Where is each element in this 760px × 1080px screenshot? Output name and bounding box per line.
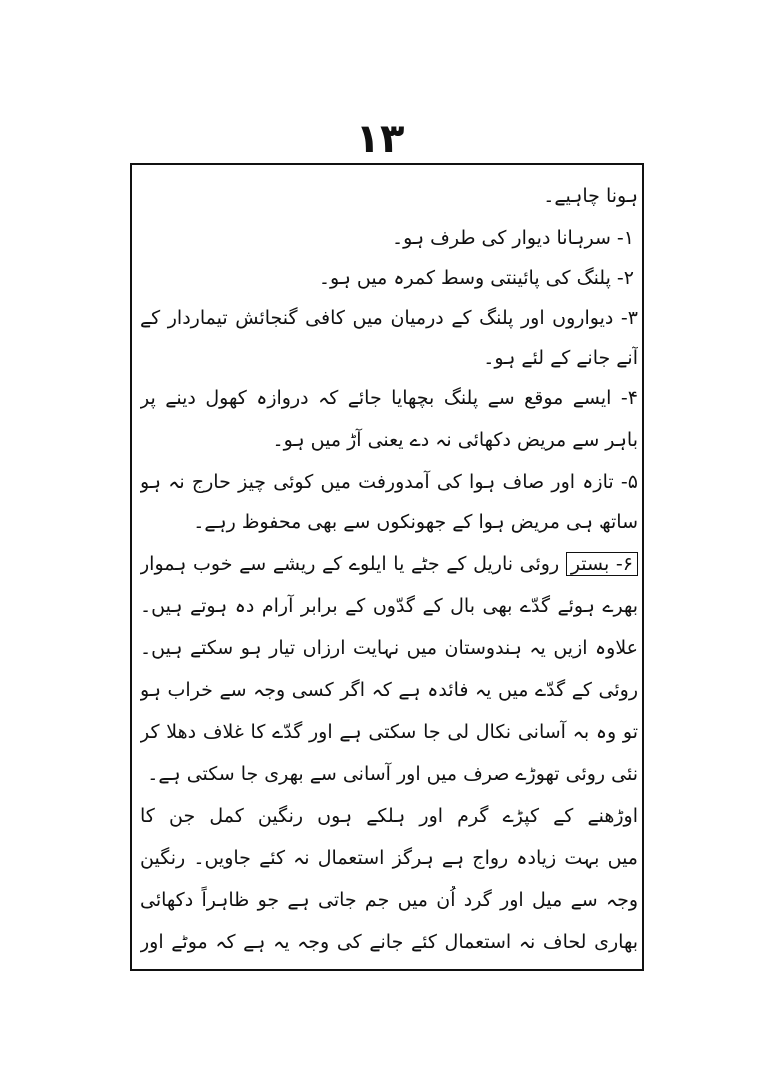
text-line: ہونا چاہیے۔ (543, 185, 638, 207)
text-line: باہر سے مریض دکھائی نہ دے یعنی آڑ میں ہو۔ (272, 429, 638, 451)
page-number: ۱۳ (355, 116, 405, 162)
text-line: تو وہ بہ آسانی نکال لی جا سکتی ہے اور گدّے کا غلاف دھلا کر (140, 721, 638, 743)
text-line: نئی روئی تھوڑے صرف میں اور آسانی سے بھری جا سکتی ہے۔ (147, 763, 638, 785)
text-line: ۲- پلنگ کی پائینتی وسط کمرہ میں ہو۔ (318, 267, 634, 289)
text-line: میں بہت زیادہ رواج ہے ہرگز استعمال نہ کئے جاویں۔ رنگین (140, 847, 638, 869)
text-line: ۴- ایسے موقع سے پلنگ بچھایا جائے کہ دروازہ کھول دینے پر (140, 387, 638, 409)
text-line: بھرے ہوئے گدّے بھی بال کے گدّوں کے برابر آرام دہ ہوتے ہیں۔ (140, 595, 638, 617)
section-label-bedding: ۶- بستر (566, 552, 638, 576)
text-line: علاوہ ازیں یہ ہندوستان میں نہایت ارزاں تیار ہو سکتے ہیں۔ (140, 637, 638, 659)
text-line: ۵- تازہ اور صاف ہوا کی آمدورفت میں کوئی چیز حارج نہ ہو (140, 471, 638, 493)
text-line: ساتھ ہی مریض ہوا کے جھونکوں سے بھی محفوظ رہے۔ (193, 511, 638, 533)
text-line: روئی کے گدّے میں یہ فائدہ ہے کہ اگر کسی وجہ سے خراب ہو (140, 679, 638, 701)
text-line: ۳- دیواروں اور پلنگ کے درمیان میں کافی گنجائش تیماردار کے (140, 307, 638, 329)
text-line: ۱- سرہانا دیوار کی طرف ہو۔ (392, 227, 634, 249)
text-line (140, 550, 638, 580)
text-line: بھاری لحاف نہ استعمال کئے جانے کی وجہ یہ ہے کہ موٹے اور (140, 931, 638, 953)
text-line: وجہ سے میل اور گرد اُن میں جم جاتی ہے جو ظاہراً دکھائی (140, 889, 638, 911)
text-fragment: روئی ناریل کے جٹے یا ایلوے کے ریشے سے خوب ہموار (140, 553, 560, 575)
text-line: اوڑھنے کے کپڑے گرم اور ہلکے ہوں رنگین کمل جن کا (140, 805, 638, 827)
text-line: آنے جانے کے لئے ہو۔ (483, 347, 638, 369)
